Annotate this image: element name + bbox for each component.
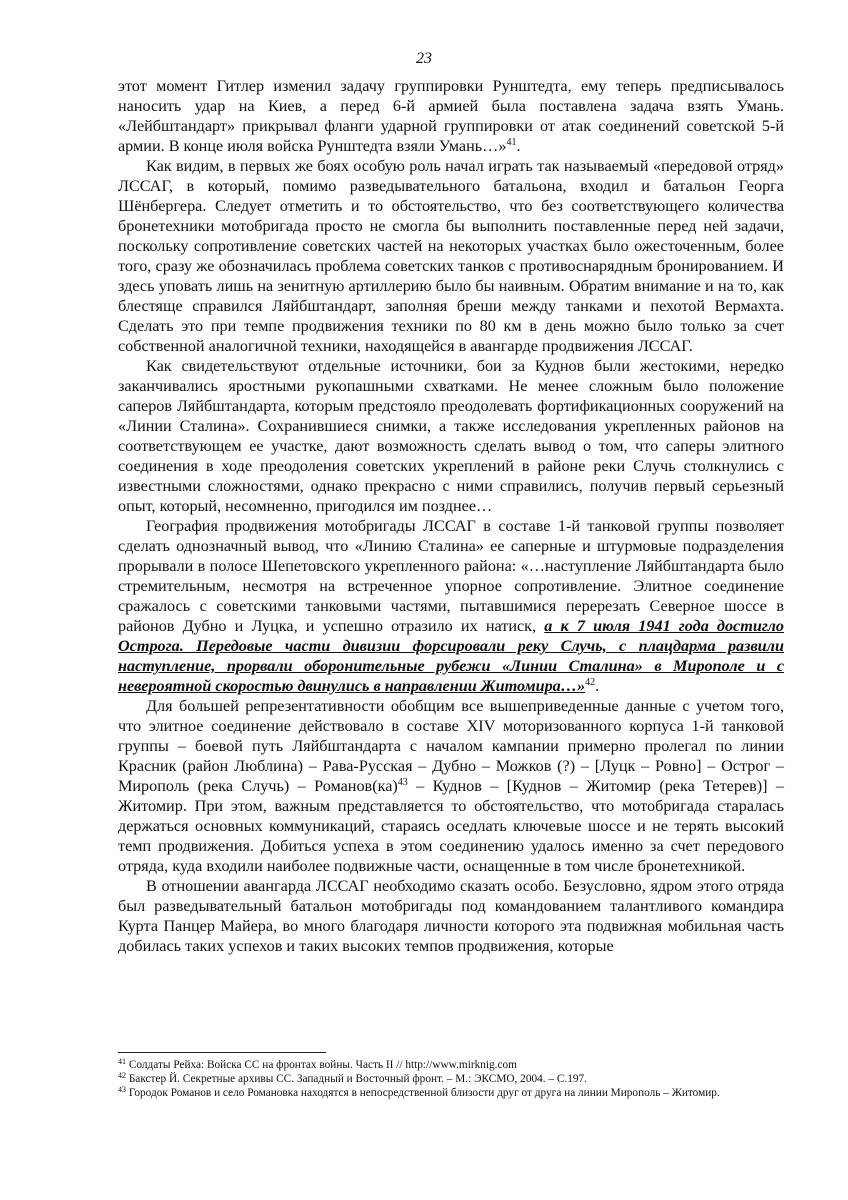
paragraph-text: Для большей репрезентативности обобщим все вышеприведенные данные с учетом того, что элитное соединение действовало в составе XIV моторизованного корпуса 1-й танковой группы – боевой путь Ляйбштандарта с началом кампании примерно пролегал по линии Красник (район Люблина) – Рава-Русская – Дубно – Можков (?) – [Луцк – Ровно] – Острог – Мирополь (река Случь) – Романов(ка) [118, 697, 784, 795]
paragraph-text: География продвижения мотобригады ЛССАГ в составе 1-й танковой группы позволяет сделать однозначный вывод, что «Линию Сталина» ее саперные и штурмовые подразделения прорывали в полосе Шепетовского укрепленного района: «…наступление Ляйбштандарта было стремительным, несмотря на встреченное упорное сопротивление. Элитное соединение сражалось с советскими танковыми частями, пытавшимися перерезать Северное шоссе в районов Дубно и Луцка, и успешно отразило их натиск, [118, 517, 784, 635]
footnote-divider [118, 1052, 326, 1053]
footnote-text: Городок Романов и село Романовка находятся в непосредственной близости друг от друга на линии Мирополь – Житомир. [126, 1087, 720, 1099]
footnote-43 [118, 1086, 784, 1100]
footnote-ref-41: 41 [506, 137, 517, 148]
paragraph-text-continued: – Куднов – [Куднов – Житомир (река Тетерев)] – Житомир. При этом, важным представляется то обстоятельство, что мотобригада старалась держаться основных коммуникаций, стараясь оседлать ключевые шоссе и не терять высокий темп продвижения. Добиться успеха в этом соединению удалось именно за счет передового отряда, куда входили наиболее подвижные части, оснащенные в том числе бронетехникой. [118, 777, 785, 875]
paragraph-tail: . [595, 677, 600, 695]
paragraph-text: В отношении авангарда ЛССАГ необходимо сказать особо. Безусловно, ядром этого отряда был разведывательный батальон мотобригады под командованием талантливого командира Курта Панцер Майера, во много благодаря личности которого эта подвижная мобильная часть добилась таких успехов и таких высоких темпов продвижения, которые [118, 877, 784, 955]
paragraph-text: Как видим, в первых же боях особую роль начал играть так называемый «передовой отряд» ЛССАГ, в который, помимо разведывательного батальона, входил и батальон Георга Шёнбергера. Следует отметить и то обстоятельство, что без соответствующего количества бронетехники мотобригада просто не смогла бы выполнить поставленные перед ней задачи, поскольку сопротивление советских частей на некоторых участках было ожесточенным, более того, сразу же обозначилась проблема советских танков с противоснарядным бронированием. И здесь уповать лишь на зенитную артиллерию было бы наивным. Обратим внимание и на то, как блестяще справился Ляйбштандарт, заполняя бреши между танками и пехотой Вермахта. Сделать это при темпе продвижения техники по 80 км в день можно было только за счет собственной аналогичной техники, находящейся в авангарде продвижения ЛССАГ. [118, 157, 784, 355]
footnote-ref-42: 42 [585, 677, 596, 688]
paragraph-text: Как свидетельствуют отдельные источники, бои за Куднов были жестокими, нередко заканчивались яростными рукопашными схватками. Не менее сложным было положение саперов Ляйбштандарта, которым предстояло преодолевать фортификационных сооружений на «Линии Сталина». Сохранившиеся снимки, а также исследования укрепленных районов на соответствующем ее участке, дают возможность сделать вывод о том, что саперы элитного соединения в ходе преодоления советских укреплений в районе реки Случь столкнулись с известными сложностями, однако прекрасно с ними справились, получив первый серьезный опыт, который, несомненно, пригодился им позднее… [118, 357, 784, 515]
paragraph-3 [118, 356, 784, 516]
footnotes [118, 1058, 784, 1100]
paragraph-2 [118, 156, 784, 356]
paragraph-text: этот момент Гитлер изменил задачу группировки Рунштедта, ему теперь предписывалось наносить удар на Киев, а перед 6-й армией была поставлена задача взять Умань. «Лейбштандарт» прикрывал фланги ударной группировки от атак соединений советской 5-й армии. В конце июля войска Рунштедта взяли Умань…» [118, 77, 784, 155]
paragraph-6 [118, 876, 784, 956]
footnote-41 [118, 1058, 784, 1072]
footnote-number: 42 [118, 1071, 126, 1080]
page-number: 23 [416, 50, 432, 67]
footnote-text: Бакстер Й. Секретные архивы СС. Западный и Восточный фронт. – М.: ЭКСМО, 2004. – С.197. [126, 1073, 588, 1085]
footnote-42 [118, 1072, 784, 1086]
body-text [118, 76, 784, 956]
paragraph-4 [118, 516, 784, 696]
paragraph-1: этот момент Гитлер изменил задачу группировки Рунштедта, ему теперь предписывалось наносить удар на Киев, а перед 6-й армией была поставлена задача взять Умань. «Лейбштандарт» прикрывал фланги ударной группировки от атак соединений советской 5-й армии. В конце июля войска Рунштедта взяли Умань…»$^{41}$. [118, 77, 784, 155]
footnote-number: 43 [118, 1085, 126, 1094]
paragraph-5 [118, 696, 784, 876]
footnote-text: Солдаты Рейха: Войска СС на фронтах войны. Часть II // http://www.mirknig.com [126, 1059, 517, 1071]
footnote-ref-43: 43 [397, 777, 408, 788]
emphasized-quote: а к 7 июля 1941 года достигло Острога. Передовые части дивизии форсировали реку Случь, с плацдарма развили наступление, прорвали оборонительные рубежи «Линии Сталина» в Мирополе и с невероятной скоростью двинулись в направлении Житомира…» [118, 617, 785, 695]
footnote-number: 41 [118, 1057, 126, 1066]
